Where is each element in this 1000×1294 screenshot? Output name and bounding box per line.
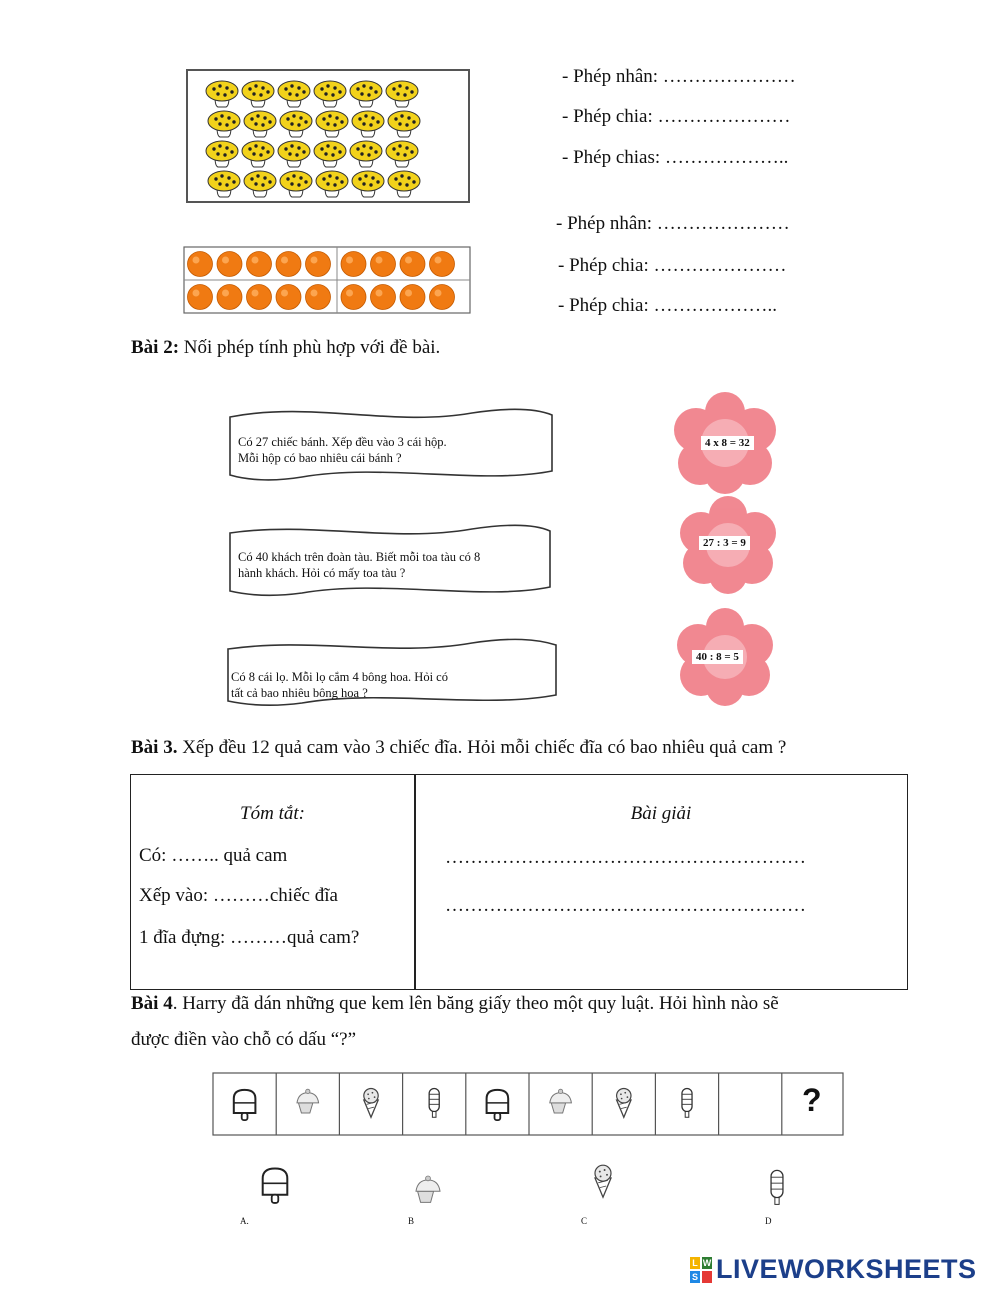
- cupcake-cherry: [558, 1089, 562, 1093]
- logo-square-4: [702, 1271, 712, 1283]
- mushroom-dot: [371, 176, 374, 179]
- mushroom-dot: [295, 93, 298, 96]
- mushroom-dot: [254, 144, 257, 147]
- mushroom-dot: [324, 92, 327, 95]
- orange: [430, 285, 455, 310]
- orange: [371, 252, 396, 277]
- mushroom-dot: [218, 144, 221, 147]
- mushroom-dot: [358, 177, 361, 180]
- orange: [188, 252, 213, 277]
- mushroom-dot: [302, 150, 305, 153]
- mushroom-dot: [396, 152, 399, 155]
- popsicle-icon: [263, 1169, 288, 1203]
- mushroom-dot: [358, 117, 361, 120]
- bai4-heading: [131, 993, 779, 1015]
- mushroom-dot: [304, 180, 307, 183]
- cone-scoop: [595, 1165, 611, 1181]
- mushroom-dot: [261, 86, 264, 89]
- mushroom-dot: [252, 152, 255, 155]
- cone-sprinkle: [604, 1169, 606, 1171]
- mushroom-dot: [223, 153, 226, 156]
- orange-shine: [435, 257, 442, 264]
- mushroom-dot: [256, 114, 259, 117]
- solution-line-2[interactable]: …………………………………………………: [445, 895, 806, 916]
- mushroom-dot: [405, 123, 408, 126]
- mushroom-dot: [328, 174, 331, 177]
- mushroom: [208, 111, 240, 137]
- mushroom-dot: [400, 174, 403, 177]
- orange-shine: [405, 257, 412, 264]
- orange: [306, 285, 331, 310]
- mushroom: [388, 111, 420, 137]
- mushroom-dot: [225, 123, 228, 126]
- cupcake-cream: [416, 1180, 440, 1191]
- bai4-label: Bài 4: [131, 993, 173, 1014]
- cupcake-cherry: [426, 1176, 431, 1181]
- cone-sprinkle: [621, 1098, 623, 1100]
- mushroom-dot: [212, 87, 215, 90]
- orange-shine: [311, 257, 318, 264]
- orange-shine: [405, 290, 412, 297]
- mushroom: [242, 81, 274, 107]
- mushroom: [350, 81, 382, 107]
- mushroom-dot: [290, 182, 293, 185]
- mushroom-dot: [261, 146, 264, 149]
- flower-1-label: 4 x 8 = 32: [701, 436, 754, 450]
- cone-sprinkle: [600, 1175, 602, 1177]
- ice-pop-icon: [771, 1170, 783, 1204]
- mushroom-dot: [398, 144, 401, 147]
- mushroom: [278, 141, 310, 167]
- mushroom-dot: [331, 153, 334, 156]
- orange: [400, 285, 425, 310]
- mushroom-dot: [328, 114, 331, 117]
- orange: [247, 252, 272, 277]
- orange-shine: [376, 257, 383, 264]
- popsicle-stick: [272, 1195, 279, 1203]
- summary-line-2: Xếp vào: ………chiếc đĩa: [139, 885, 338, 906]
- mushroom-dot: [410, 90, 413, 93]
- mushroom-dot: [232, 180, 235, 183]
- mushroom-dot: [250, 177, 253, 180]
- mushroom-dot: [340, 120, 343, 123]
- mushroom-dot: [299, 176, 302, 179]
- mushroom-dot: [407, 116, 410, 119]
- mushroom-dot: [230, 90, 233, 93]
- mushroom-dot: [297, 146, 300, 149]
- mushroom-dot: [324, 152, 327, 155]
- ice-pop-body: [429, 1088, 439, 1111]
- mushroom: [244, 171, 276, 197]
- mushroom-dot: [214, 177, 217, 180]
- mushroom-dot: [266, 90, 269, 93]
- problem-1-line1: Có 27 chiếc bánh. Xếp đều vào 3 cái hộp.: [238, 435, 447, 449]
- ice-cream-cone-icon: [595, 1165, 611, 1197]
- mushroom-dot: [338, 90, 341, 93]
- mushroom-dot: [290, 122, 293, 125]
- mushroom-dot: [304, 120, 307, 123]
- mushroom-dot: [360, 92, 363, 95]
- mushroom-dot: [333, 123, 336, 126]
- mushroom-dot: [326, 84, 329, 87]
- bai3-heading: [131, 737, 786, 759]
- mushroom-dot: [376, 120, 379, 123]
- orange: [341, 285, 366, 310]
- orange: [276, 252, 301, 277]
- problem-2-line2: hành khách. Hỏi có mấy toa tàu ?: [238, 566, 406, 580]
- mushroom-dot: [268, 180, 271, 183]
- mushroom-dot: [248, 147, 251, 150]
- mushroom-dot: [394, 117, 397, 120]
- bai2-heading: [131, 337, 440, 359]
- mushroom-dot: [360, 152, 363, 155]
- problem-3-line2: tất cả bao nhiêu bông hoa ?: [231, 686, 368, 700]
- orange: [430, 252, 455, 277]
- mushroom-dot: [374, 150, 377, 153]
- bai4-text-1: . Harry đã dán những que kem lên băng giấy theo một quy luật. Hỏi hình nào sẽ: [172, 993, 779, 1014]
- mushroom-dot: [227, 116, 230, 119]
- orange-shine: [193, 290, 200, 297]
- mushroom-dot: [261, 123, 264, 126]
- option-b-label[interactable]: B: [408, 1216, 415, 1226]
- orange: [247, 285, 272, 310]
- mushroom-dot: [220, 174, 223, 177]
- cone-sprinkle: [624, 1092, 626, 1094]
- option-a-label[interactable]: A.: [240, 1216, 249, 1226]
- mushroom-dot: [333, 183, 336, 186]
- mushroom-dot: [297, 183, 300, 186]
- bai3-text: Xếp đều 12 quả cam vào 3 chiếc đĩa. Hỏi mỗi chiếc đĩa có bao nhiêu quả cam ?: [177, 737, 787, 758]
- mushroom-dot: [230, 150, 233, 153]
- mushroom-dot: [218, 84, 221, 87]
- line-divide-2: - Phép chias: ………………..: [562, 147, 789, 168]
- problem-1-line2: Mỗi hộp có bao nhiêu cái bánh ?: [238, 451, 402, 465]
- problem-2-line1: Có 40 khách trên đoàn tàu. Biết mỗi toa tàu có 8: [238, 550, 481, 564]
- pattern-strip: [212, 1072, 846, 1138]
- option-d-label[interactable]: D: [765, 1216, 772, 1226]
- orange: [306, 252, 331, 277]
- orange-shine: [281, 290, 288, 297]
- mushroom-dot: [412, 120, 415, 123]
- option-c-label[interactable]: C: [581, 1216, 588, 1226]
- mushroom-dot: [362, 144, 365, 147]
- brand-logo: [690, 1257, 712, 1283]
- mushroom: [316, 171, 348, 197]
- cone-sprinkle: [374, 1096, 376, 1098]
- mushroom-dot: [398, 84, 401, 87]
- mushroom-dot: [220, 114, 223, 117]
- mushroom-dot: [392, 87, 395, 90]
- mushroom: [314, 81, 346, 107]
- mushroom-dot: [299, 116, 302, 119]
- mushroom-dot: [405, 86, 408, 89]
- bai4-line2: được điền vào chỗ có dấu “?”: [131, 1029, 357, 1050]
- mushroom-dot: [218, 122, 221, 125]
- mushroom-dot: [254, 84, 257, 87]
- popsicle-stick: [495, 1113, 501, 1120]
- cupcake-cup: [298, 1103, 312, 1113]
- mushroom-dot: [322, 117, 325, 120]
- question-mark: ?: [802, 1082, 822, 1118]
- mushroom-dot: [292, 174, 295, 177]
- mushroom-dot: [320, 87, 323, 90]
- mushroom: [206, 81, 238, 107]
- mushroom-dot: [266, 150, 269, 153]
- mushroom: [278, 81, 310, 107]
- orange: [371, 285, 396, 310]
- solution-line-1[interactable]: …………………………………………………: [445, 847, 806, 868]
- mushroom: [206, 141, 238, 167]
- mushroom-dot: [286, 117, 289, 120]
- solution-title: Bài giải: [630, 803, 692, 824]
- mushroom-dot: [295, 153, 298, 156]
- mushroom-dot: [297, 86, 300, 89]
- mushroom-dot: [320, 147, 323, 150]
- mushroom-dot: [326, 144, 329, 147]
- mushroom-dot: [340, 180, 343, 183]
- mushroom-dot: [261, 183, 264, 186]
- mushroom-dot: [400, 114, 403, 117]
- mushroom: [386, 141, 418, 167]
- logo-letter-1: L: [690, 1257, 700, 1269]
- orange-shine: [376, 290, 383, 297]
- popsicle-body: [487, 1090, 509, 1113]
- mushroom-dot: [396, 92, 399, 95]
- cone-sprinkle: [368, 1098, 370, 1100]
- mushroom-dot: [335, 176, 338, 179]
- orange-shine: [311, 290, 318, 297]
- mushroom-dot: [369, 183, 372, 186]
- cone-sprinkle: [620, 1093, 622, 1095]
- bai2-text: Nối phép tính phù hợp với đề bài.: [179, 337, 441, 358]
- brand-text: LIVEWORKSHEETS: [716, 1254, 977, 1284]
- mushroom-dot: [392, 147, 395, 150]
- orange-shine: [435, 290, 442, 297]
- bai2-label: Bài 2:: [131, 337, 180, 358]
- cone-sprinkle: [606, 1174, 608, 1176]
- mushroom: [208, 171, 240, 197]
- mushroom-dot: [254, 182, 257, 185]
- mushroom-dot: [335, 116, 338, 119]
- mushroom-dot: [362, 84, 365, 87]
- problem-3-line1: Có 8 cái lọ. Mỗi lọ cắm 4 bông hoa. Hỏi có: [231, 670, 448, 684]
- mushroom-dot: [259, 93, 262, 96]
- cupcake-cup: [551, 1103, 565, 1113]
- orange: [400, 252, 425, 277]
- orange-shine: [252, 290, 259, 297]
- mushroom-dot: [410, 150, 413, 153]
- mushroom-dot: [362, 122, 365, 125]
- summary-title: Tóm tắt:: [240, 803, 305, 824]
- mushroom-dot: [286, 177, 289, 180]
- ice-pop-stick: [432, 1112, 436, 1118]
- mushroom: [388, 171, 420, 197]
- mushroom-dot: [225, 146, 228, 149]
- ice-pop-body: [682, 1088, 692, 1111]
- cone-sprinkle: [372, 1092, 374, 1094]
- problem-2: [238, 549, 480, 581]
- mushroom-dot: [326, 182, 329, 185]
- flower-3-label: 40 : 8 = 5: [692, 650, 743, 664]
- orange: [276, 285, 301, 310]
- cupcake-cup: [418, 1191, 434, 1202]
- mushroom-grid: [186, 69, 470, 203]
- mushroom-dot: [405, 146, 408, 149]
- mushroom-dot: [223, 93, 226, 96]
- mushroom-dot: [263, 176, 266, 179]
- mushroom: [352, 171, 384, 197]
- orange: [188, 285, 213, 310]
- mushroom-dot: [369, 86, 372, 89]
- mushroom-dot: [225, 86, 228, 89]
- mushroom-dot: [333, 86, 336, 89]
- mushroom: [350, 141, 382, 167]
- mushroom-dot: [364, 174, 367, 177]
- mushroom: [244, 111, 276, 137]
- problem-3: [231, 669, 448, 701]
- orange-shine: [346, 257, 353, 264]
- mushroom-dot: [290, 84, 293, 87]
- mushroom-dot: [268, 120, 271, 123]
- orange-shine: [346, 290, 353, 297]
- mushroom: [314, 141, 346, 167]
- cone-scoop: [364, 1088, 378, 1102]
- orange-shine: [222, 290, 229, 297]
- logo-letter-2: W: [702, 1258, 712, 1268]
- mushroom-dot: [374, 90, 377, 93]
- summary-table: [130, 774, 908, 990]
- mushroom-dot: [232, 120, 235, 123]
- cone-sprinkle: [599, 1171, 601, 1173]
- orange-shine: [222, 257, 229, 264]
- cone-sprinkle: [367, 1093, 369, 1095]
- mushroom-dot: [333, 146, 336, 149]
- mushroom-dot: [367, 93, 370, 96]
- options-row: [230, 1160, 810, 1230]
- line-divide-4: - Phép chia: ………………..: [558, 295, 778, 316]
- ice-pop-body: [771, 1170, 783, 1197]
- problem-1: [238, 434, 447, 466]
- popsicle-body: [234, 1090, 256, 1113]
- mushroom: [242, 141, 274, 167]
- mushroom-dot: [288, 152, 291, 155]
- cone-sprinkle: [627, 1096, 629, 1098]
- orange-shine: [252, 257, 259, 264]
- mushroom-dot: [376, 180, 379, 183]
- mushroom-dot: [284, 147, 287, 150]
- mushroom-dot: [407, 176, 410, 179]
- orange: [217, 285, 242, 310]
- ice-pop-stick: [685, 1112, 689, 1118]
- mushroom-dot: [412, 180, 415, 183]
- mushroom-dot: [254, 122, 257, 125]
- mushroom-dot: [218, 182, 221, 185]
- mushroom-dot: [227, 176, 230, 179]
- mushroom-dot: [212, 147, 215, 150]
- mushroom-dot: [398, 182, 401, 185]
- orange-shine: [281, 257, 288, 264]
- logo-letter-3: S: [691, 1272, 698, 1282]
- line-divide-3: - Phép chia: …………………: [558, 255, 787, 276]
- mushroom-dot: [364, 114, 367, 117]
- mushroom-dot: [288, 92, 291, 95]
- mushroom-dot: [214, 117, 217, 120]
- line-divide-1: - Phép chia: …………………: [562, 106, 791, 127]
- line-multiply-1: - Phép nhân: …………………: [562, 66, 796, 87]
- cone-scoop: [617, 1088, 631, 1102]
- mushroom-dot: [259, 153, 262, 156]
- mushroom-dot: [225, 183, 228, 186]
- mushroom-dot: [297, 123, 300, 126]
- mushroom-dot: [216, 92, 219, 95]
- mushroom-dot: [292, 114, 295, 117]
- mushroom-dot: [394, 177, 397, 180]
- mushroom-dot: [405, 183, 408, 186]
- bai3-label: Bài 3.: [131, 737, 178, 758]
- mushroom-dot: [371, 116, 374, 119]
- mushroom-dot: [356, 147, 359, 150]
- flower-2-label: 27 : 3 = 9: [699, 536, 750, 550]
- popsicle-body: [263, 1169, 288, 1195]
- mushroom-dot: [369, 146, 372, 149]
- orange: [341, 252, 366, 277]
- mushroom-dot: [322, 177, 325, 180]
- popsicle-stick: [242, 1113, 248, 1120]
- ice-pop-stick: [775, 1198, 779, 1205]
- mushroom: [316, 111, 348, 137]
- mushroom-dot: [216, 152, 219, 155]
- mushroom: [386, 81, 418, 107]
- orange: [217, 252, 242, 277]
- line-multiply-2: - Phép nhân: …………………: [556, 213, 790, 234]
- mushroom-dot: [250, 117, 253, 120]
- summary-line-1: Có: …….. quả cam: [139, 845, 288, 866]
- mushroom-dot: [356, 87, 359, 90]
- mushroom-dot: [369, 123, 372, 126]
- mushroom-dot: [290, 144, 293, 147]
- summary-line-3: 1 đĩa đựng: ………quả cam?: [139, 927, 360, 948]
- mushroom-dot: [403, 153, 406, 156]
- mushroom-dot: [284, 87, 287, 90]
- orange-picture: [182, 245, 472, 315]
- mushroom-dot: [338, 150, 341, 153]
- mushroom-dot: [326, 122, 329, 125]
- mushroom-dot: [398, 122, 401, 125]
- mushroom-dot: [256, 174, 259, 177]
- mushroom-dot: [252, 92, 255, 95]
- orange-shine: [193, 257, 200, 264]
- mushroom-dot: [331, 93, 334, 96]
- mushroom-dot: [362, 182, 365, 185]
- cupcake-cherry: [306, 1089, 310, 1093]
- mushroom-dot: [367, 153, 370, 156]
- mushroom: [280, 111, 312, 137]
- mushroom: [280, 171, 312, 197]
- mushroom-dot: [403, 93, 406, 96]
- mushroom-dot: [302, 90, 305, 93]
- mushroom-dot: [263, 116, 266, 119]
- cupcake-icon: [416, 1176, 440, 1202]
- mushroom: [352, 111, 384, 137]
- mushroom-dot: [248, 87, 251, 90]
